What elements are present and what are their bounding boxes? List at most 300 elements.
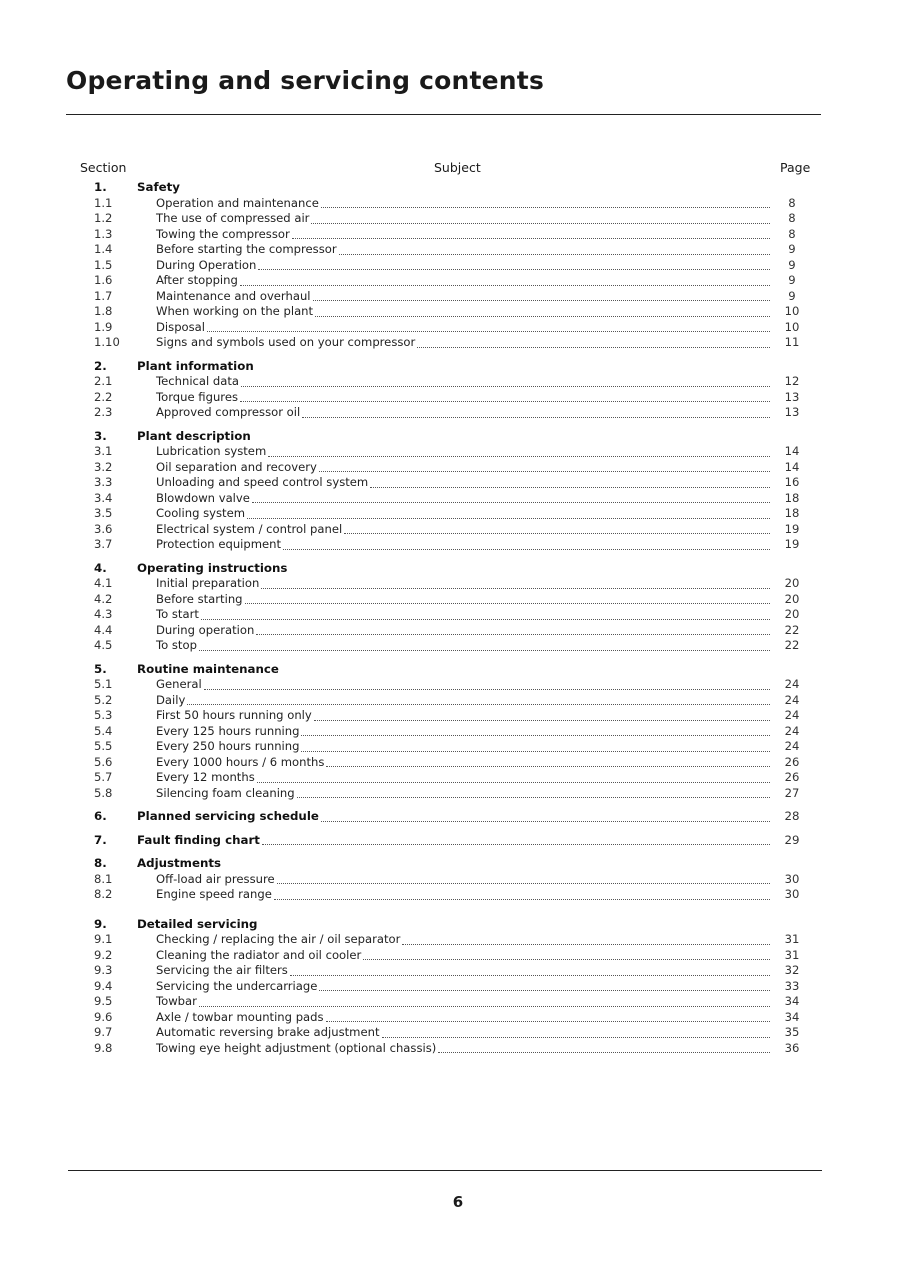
column-header-page: Page — [780, 160, 811, 175]
dot-leader — [321, 820, 770, 822]
entry-number: 9.6 — [94, 1009, 113, 1024]
toc-entry[interactable] — [0, 460, 916, 476]
entry-page-number: 11 — [784, 335, 800, 349]
entry-text — [156, 739, 772, 755]
entry-number: 2.1 — [94, 374, 113, 388]
entry-page-number: 9 — [788, 288, 796, 303]
toc-entry[interactable] — [0, 724, 916, 740]
toc-entry[interactable] — [0, 1010, 916, 1026]
section-title-wrap — [137, 561, 772, 577]
dot-leader — [363, 958, 770, 960]
dot-leader — [382, 1036, 771, 1038]
toc-entry[interactable] — [0, 258, 916, 274]
entry-page-number: 22 — [784, 638, 800, 652]
entry-page-number: 8 — [788, 226, 796, 241]
page-title: Operating and servicing contents — [66, 66, 545, 95]
dot-leader — [240, 284, 770, 286]
entry-text — [156, 872, 772, 888]
toc-entry[interactable] — [0, 537, 916, 553]
toc-entry[interactable] — [0, 374, 916, 390]
entry-number: 5.7 — [94, 770, 113, 784]
title-divider — [66, 114, 821, 115]
section-title-wrap — [137, 809, 772, 825]
entry-number: 1.6 — [94, 273, 113, 287]
toc-entry[interactable] — [0, 872, 916, 888]
entry-number: 1.1 — [94, 195, 113, 210]
entry-number: 8.1 — [94, 871, 113, 886]
dot-leader — [261, 587, 770, 589]
entry-number: 9.2 — [94, 947, 113, 962]
toc-entry[interactable] — [0, 770, 916, 786]
entry-text — [156, 786, 772, 802]
entry-text — [156, 390, 772, 406]
entry-label: Before starting — [156, 591, 243, 606]
entry-number: 4.1 — [94, 576, 113, 590]
entry-number: 1.8 — [94, 304, 113, 318]
entry-number: 1.3 — [94, 226, 113, 241]
entry-text — [156, 335, 772, 351]
dot-leader — [301, 750, 770, 752]
column-header-section: Section — [80, 160, 127, 175]
entry-page-number: 10 — [784, 319, 800, 334]
entry-page-number: 30 — [784, 887, 800, 901]
entry-text — [156, 320, 772, 336]
entry-label: Towing eye height adjustment (optional chassis) — [156, 1040, 437, 1055]
entry-number: 4.3 — [94, 607, 113, 621]
entry-label: Servicing the air filters — [156, 963, 288, 977]
entry-number: 9.3 — [94, 963, 113, 977]
section-heading[interactable] — [0, 856, 916, 872]
section-number: 7. — [94, 832, 107, 847]
entry-page-number: 13 — [784, 405, 800, 419]
entry-number: 5.4 — [94, 723, 113, 738]
section-heading[interactable] — [0, 917, 916, 933]
entry-number: 5.2 — [94, 692, 113, 707]
entry-page-number: 36 — [784, 1040, 800, 1055]
entry-page-number: 8 — [788, 211, 796, 225]
entry-text — [156, 677, 772, 693]
dot-leader — [207, 330, 770, 332]
dot-leader — [241, 385, 770, 387]
toc-section — [0, 856, 916, 903]
toc-section — [0, 809, 916, 825]
dot-leader — [297, 796, 770, 798]
toc-entry[interactable] — [0, 390, 916, 406]
section-title-wrap — [137, 917, 772, 933]
dot-leader — [311, 222, 770, 224]
section-title-wrap — [137, 359, 772, 375]
section-title: Adjustments — [137, 856, 222, 870]
toc-entry[interactable] — [0, 932, 916, 948]
toc-entry[interactable] — [0, 242, 916, 258]
toc-entry[interactable] — [0, 405, 916, 421]
entry-text — [156, 770, 772, 786]
dot-leader — [245, 602, 770, 604]
entry-text — [156, 755, 772, 771]
dot-leader — [262, 843, 770, 845]
entry-label: The use of compressed air — [156, 211, 310, 225]
toc-entry[interactable] — [0, 444, 916, 460]
section-number: 8. — [94, 856, 107, 870]
section-number: 9. — [94, 916, 107, 931]
dot-leader — [257, 781, 770, 783]
toc-entry[interactable] — [0, 677, 916, 693]
section-title: Planned servicing schedule — [137, 809, 319, 823]
entry-number: 5.3 — [94, 708, 113, 722]
entry-number: 9.1 — [94, 932, 113, 946]
entry-label: Silencing foam cleaning — [156, 785, 295, 800]
toc-entry[interactable] — [0, 755, 916, 771]
toc-section — [0, 429, 916, 553]
entry-label: Initial preparation — [156, 576, 260, 590]
entry-label: To stop — [156, 638, 197, 652]
section-title: Plant information — [137, 358, 254, 373]
entry-label: Lubrication system — [156, 444, 267, 458]
section-heading[interactable] — [0, 180, 916, 196]
toc-section — [0, 662, 916, 802]
entry-page-number: 26 — [784, 754, 800, 769]
entry-page-number: 33 — [784, 978, 800, 993]
dot-leader — [314, 719, 770, 721]
section-title-wrap — [137, 833, 772, 849]
entry-number: 5.5 — [94, 739, 113, 753]
entry-label: Every 250 hours running — [156, 739, 300, 753]
section-heading[interactable] — [0, 662, 916, 678]
entry-text — [156, 460, 772, 476]
toc-entry[interactable] — [0, 592, 916, 608]
section-heading[interactable] — [0, 359, 916, 375]
entry-label: Oil separation and recovery — [156, 459, 317, 474]
entry-label: Checking / replacing the air / oil separator — [156, 932, 401, 946]
entry-number: 5.8 — [94, 785, 113, 800]
toc-entry[interactable] — [0, 196, 916, 212]
entry-number: 1.9 — [94, 319, 113, 334]
toc-entry[interactable] — [0, 693, 916, 709]
toc-entry[interactable] — [0, 227, 916, 243]
entry-page-number: 30 — [784, 871, 800, 886]
dot-leader — [402, 943, 770, 945]
entry-text — [156, 638, 772, 654]
column-header-subject: Subject — [434, 160, 481, 175]
entry-text — [156, 211, 772, 227]
entry-page-number: 13 — [784, 389, 800, 404]
section-title-wrap — [137, 662, 772, 678]
entry-page-number: 9 — [788, 273, 796, 287]
entry-text — [156, 607, 772, 623]
entry-page-number: 26 — [784, 770, 800, 784]
entry-page-number: 24 — [784, 739, 800, 753]
entry-label: Disposal — [156, 319, 206, 334]
toc-entry[interactable] — [0, 786, 916, 802]
entry-number: 8.2 — [94, 887, 113, 901]
entry-label: Servicing the undercarriage — [156, 978, 318, 993]
section-title: Operating instructions — [137, 560, 288, 575]
entry-label: Towbar — [156, 994, 197, 1008]
entry-label: Electrical system / control panel — [156, 521, 343, 536]
entry-page-number: 12 — [784, 374, 800, 388]
entry-text — [156, 475, 772, 491]
entry-label: When working on the plant — [156, 304, 314, 318]
entry-text — [156, 537, 772, 553]
dot-leader — [319, 470, 770, 472]
dot-leader — [252, 501, 770, 503]
entry-number: 9.7 — [94, 1025, 113, 1039]
toc-entry[interactable] — [0, 887, 916, 903]
dot-leader — [268, 455, 770, 457]
dot-leader — [344, 532, 770, 534]
section-number: 6. — [94, 809, 107, 823]
dot-leader — [370, 486, 770, 488]
entry-text — [156, 1041, 772, 1057]
toc-entry[interactable] — [0, 948, 916, 964]
entry-page-number: 35 — [784, 1025, 800, 1039]
entry-label: Before starting the compressor — [156, 242, 337, 256]
entry-number: 2.2 — [94, 389, 113, 404]
entry-text — [156, 994, 772, 1010]
entry-text — [156, 708, 772, 724]
toc-entry[interactable] — [0, 320, 916, 336]
entry-label: To start — [156, 607, 199, 621]
entry-number: 1.7 — [94, 288, 113, 303]
entry-text — [156, 258, 772, 274]
section-heading[interactable] — [0, 561, 916, 577]
entry-text — [156, 522, 772, 538]
entry-page-number: 18 — [784, 490, 800, 505]
entry-text — [156, 576, 772, 592]
dot-leader — [199, 1005, 770, 1007]
entry-number: 1.10 — [94, 335, 120, 349]
entry-text — [156, 932, 772, 948]
toc-entry[interactable] — [0, 708, 916, 724]
section-number: 1. — [94, 180, 107, 194]
entry-number: 1.2 — [94, 211, 113, 225]
entry-text — [156, 963, 772, 979]
dot-leader — [256, 633, 770, 635]
entry-label: Protection equipment — [156, 537, 282, 551]
toc-entry[interactable] — [0, 506, 916, 522]
section-number: 4. — [94, 560, 107, 575]
entry-text — [156, 948, 772, 964]
entry-label: Operation and maintenance — [156, 195, 319, 210]
toc-entry[interactable] — [0, 979, 916, 995]
entry-page-number: 31 — [784, 947, 800, 962]
toc-section — [0, 359, 916, 421]
entry-text — [156, 273, 772, 289]
entry-page-number: 24 — [784, 723, 800, 738]
footer-divider — [68, 1170, 822, 1171]
page-number: 6 — [452, 1193, 464, 1211]
section-heading[interactable] — [0, 809, 916, 825]
entry-number: 1.4 — [94, 242, 113, 256]
entry-page-number: 20 — [784, 576, 800, 590]
entry-page-number: 19 — [784, 537, 800, 551]
toc-entry[interactable] — [0, 1025, 916, 1041]
toc-entry[interactable] — [0, 607, 916, 623]
entry-page-number: 31 — [784, 932, 800, 946]
entry-text — [156, 491, 772, 507]
entry-page-number: 20 — [784, 607, 800, 621]
dot-leader — [187, 703, 770, 705]
entry-label: First 50 hours running only — [156, 708, 312, 722]
toc-entry[interactable] — [0, 289, 916, 305]
entry-page-number: 24 — [784, 677, 800, 691]
dot-leader — [247, 517, 770, 519]
dot-leader — [321, 206, 770, 208]
entry-text — [156, 242, 772, 258]
entry-page-number: 18 — [784, 506, 800, 520]
entry-page-number: 14 — [784, 459, 800, 474]
entry-label: Every 125 hours running — [156, 723, 300, 738]
dot-leader — [290, 974, 770, 976]
toc-entry[interactable] — [0, 739, 916, 755]
entry-page-number: 20 — [784, 591, 800, 606]
dot-leader — [301, 734, 770, 736]
entry-text — [156, 227, 772, 243]
entry-text — [156, 405, 772, 421]
entry-page-number: 34 — [784, 1009, 800, 1024]
toc-entry[interactable] — [0, 522, 916, 538]
section-number: 2. — [94, 358, 107, 373]
entry-label: Daily — [156, 692, 186, 707]
dot-leader — [438, 1051, 770, 1053]
entry-label: Approved compressor oil — [156, 405, 301, 419]
entry-page-number: 8 — [788, 195, 796, 210]
toc-entry[interactable] — [0, 963, 916, 979]
entry-text — [156, 979, 772, 995]
entry-label: After stopping — [156, 273, 238, 287]
toc-section — [0, 917, 916, 1057]
toc-entry[interactable] — [0, 491, 916, 507]
entry-page-number: 9 — [788, 242, 796, 256]
section-heading[interactable] — [0, 429, 916, 445]
section-title-wrap — [137, 180, 772, 196]
toc-section — [0, 180, 916, 351]
section-title-wrap — [137, 429, 772, 445]
entry-text — [156, 1025, 772, 1041]
section-title: Fault finding chart — [137, 832, 260, 847]
entry-number: 3.3 — [94, 475, 113, 489]
section-number: 5. — [94, 661, 107, 676]
dot-leader — [204, 688, 770, 690]
entry-page-number: 14 — [784, 444, 800, 458]
entry-label: Cleaning the radiator and oil cooler — [156, 947, 362, 962]
section-title: Plant description — [137, 428, 251, 443]
entry-label: Cooling system — [156, 506, 246, 520]
entry-text — [156, 724, 772, 740]
toc-entry[interactable] — [0, 623, 916, 639]
entry-text — [156, 374, 772, 390]
toc-entry[interactable] — [0, 576, 916, 592]
entry-text — [156, 623, 772, 639]
entry-number: 4.2 — [94, 591, 113, 606]
entry-text — [156, 1010, 772, 1026]
section-heading[interactable] — [0, 833, 916, 849]
dot-leader — [274, 898, 770, 900]
dot-leader — [339, 253, 770, 255]
entry-page-number: 10 — [784, 304, 800, 318]
section-page-number: 29 — [784, 832, 800, 847]
entry-text — [156, 196, 772, 212]
dot-leader — [258, 268, 770, 270]
entry-number: 5.1 — [94, 677, 113, 691]
dot-leader — [283, 548, 770, 550]
entry-label: Signs and symbols used on your compressor — [156, 335, 416, 349]
entry-page-number: 16 — [784, 475, 800, 489]
entry-label: Axle / towbar mounting pads — [156, 1009, 324, 1024]
entry-number: 9.8 — [94, 1040, 113, 1055]
entry-number: 1.5 — [94, 257, 113, 272]
entry-label: General — [156, 677, 202, 691]
entry-page-number: 22 — [784, 622, 800, 637]
toc-section — [0, 833, 916, 849]
dot-leader — [201, 618, 770, 620]
entry-label: During operation — [156, 622, 255, 637]
entry-text — [156, 592, 772, 608]
dot-leader — [302, 416, 770, 418]
entry-label: Torque figures — [156, 389, 238, 404]
toc-section — [0, 561, 916, 654]
section-number: 3. — [94, 428, 107, 443]
section-title: Detailed servicing — [137, 916, 258, 931]
dot-leader — [326, 1020, 770, 1022]
entry-text — [156, 693, 772, 709]
toc-entry[interactable] — [0, 273, 916, 289]
entry-label: Automatic reversing brake adjustment — [156, 1025, 380, 1039]
dot-leader — [199, 649, 770, 651]
toc-entry[interactable] — [0, 335, 916, 351]
entry-label: Towing the compressor — [156, 226, 290, 241]
entry-number: 5.6 — [94, 754, 113, 769]
toc-entry[interactable] — [0, 475, 916, 491]
dot-leader — [240, 400, 770, 402]
entry-page-number: 24 — [784, 708, 800, 722]
entry-label: Unloading and speed control system — [156, 475, 369, 489]
table-of-contents — [0, 180, 916, 1064]
entry-text — [156, 304, 772, 320]
entry-number: 9.5 — [94, 994, 113, 1008]
entry-page-number: 27 — [784, 785, 800, 800]
entry-label: Off-load air pressure — [156, 871, 275, 886]
entry-number: 4.4 — [94, 622, 113, 637]
entry-number: 3.1 — [94, 444, 113, 458]
section-title: Safety — [137, 180, 180, 194]
section-title: Routine maintenance — [137, 661, 279, 676]
entry-number: 4.5 — [94, 638, 113, 652]
entry-text — [156, 887, 772, 903]
entry-number: 3.4 — [94, 490, 113, 505]
entry-page-number: 24 — [784, 692, 800, 707]
entry-page-number: 32 — [784, 963, 800, 977]
section-title-wrap — [137, 856, 772, 872]
entry-label: Every 12 months — [156, 770, 255, 784]
toc-entry[interactable] — [0, 994, 916, 1010]
entry-text — [156, 289, 772, 305]
entry-text — [156, 444, 772, 460]
entry-text — [156, 506, 772, 522]
entry-label: Blowdown valve — [156, 490, 250, 505]
toc-entry[interactable] — [0, 1041, 916, 1057]
entry-label: Maintenance and overhaul — [156, 288, 311, 303]
toc-entry[interactable] — [0, 211, 916, 227]
entry-page-number: 34 — [784, 994, 800, 1008]
entry-label: Every 1000 hours / 6 months — [156, 754, 325, 769]
entry-number: 3.7 — [94, 537, 113, 551]
toc-entry[interactable] — [0, 638, 916, 654]
entry-number: 2.3 — [94, 405, 113, 419]
toc-entry[interactable] — [0, 304, 916, 320]
entry-number: 3.5 — [94, 506, 113, 520]
dot-leader — [315, 315, 770, 317]
